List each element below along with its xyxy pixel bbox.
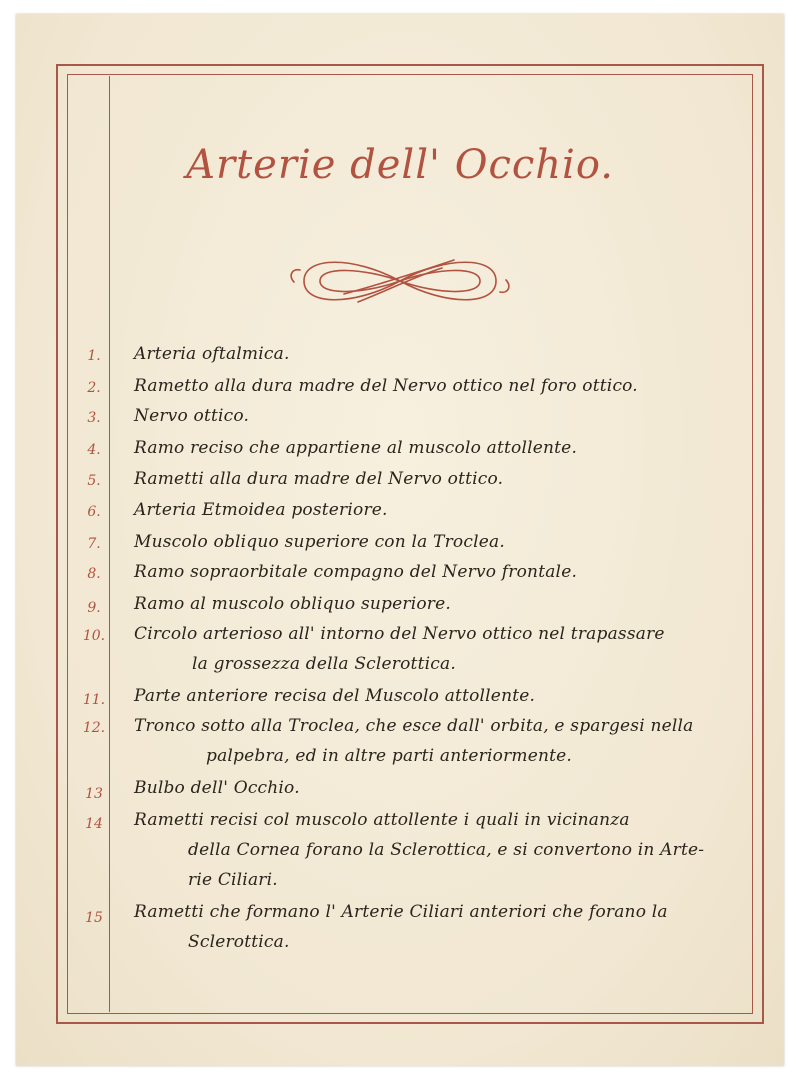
entry-text-continuation: della Cornea forano la Sclerottica, e si convertono in Arte- xyxy=(188,840,705,860)
manuscript-page xyxy=(16,14,784,1066)
entry-text: Tronco sotto alla Troclea, che esce dall' orbita, e spargesi nella xyxy=(134,716,694,736)
entry-text-continuation: palpebra, ed in altre parti anteriormente. xyxy=(206,746,573,766)
entry-text: Parte anteriore recisa del Muscolo attollente. xyxy=(134,686,536,706)
entry-number: 1. xyxy=(87,348,101,364)
entry-text: Rametti alla dura madre del Nervo ottico. xyxy=(134,469,504,489)
entry-number: 11. xyxy=(82,692,106,708)
entry-number: 3. xyxy=(87,410,101,426)
entry-text: Muscolo obliquo superiore con la Troclea. xyxy=(134,532,505,552)
entry-text-continuation: rie Ciliari. xyxy=(188,870,278,890)
entry-text: Rametti recisi col muscolo attollente i quali in vicinanza xyxy=(134,810,630,830)
entry-number: 5. xyxy=(87,473,101,489)
entry-number: 13 xyxy=(85,786,103,802)
entry-text: Ramo reciso che appartiene al muscolo attollente. xyxy=(134,438,578,458)
entry-text: Arteria Etmoidea posteriore. xyxy=(134,500,388,520)
flourish-ornament xyxy=(284,246,516,316)
entry-text: Rametti che formano l' Arterie Ciliari anteriori che forano la xyxy=(134,902,668,922)
entry-text-continuation: la grossezza della Sclerottica. xyxy=(192,654,456,674)
entry-number: 9. xyxy=(87,600,101,616)
entry-text: Ramo sopraorbitale compagno del Nervo frontale. xyxy=(134,562,578,582)
entry-text: Rametto alla dura madre del Nervo ottico nel foro ottico. xyxy=(134,376,638,396)
entry-text: Nervo ottico. xyxy=(134,406,250,426)
entry-text-continuation: Sclerottica. xyxy=(188,932,290,952)
entry-text: Ramo al muscolo obliquo superiore. xyxy=(134,594,451,614)
entry-text: Arteria oftalmica. xyxy=(134,344,290,364)
entry-number: 8. xyxy=(87,566,101,582)
entry-number: 4. xyxy=(87,442,101,458)
entry-number: 2. xyxy=(87,380,101,396)
entry-number: 15 xyxy=(85,910,103,926)
page-title: Arterie dell' Occhio. xyxy=(186,142,614,188)
entry-number: 6. xyxy=(87,504,101,520)
entry-text: Bulbo dell' Occhio. xyxy=(134,778,300,798)
entry-number: 14 xyxy=(85,816,103,832)
entry-text: Circolo arterioso all' intorno del Nervo ottico nel trapassare xyxy=(134,624,665,644)
entry-number: 7. xyxy=(87,536,101,552)
entry-number: 10. xyxy=(82,628,106,644)
entry-number: 12. xyxy=(82,720,106,736)
